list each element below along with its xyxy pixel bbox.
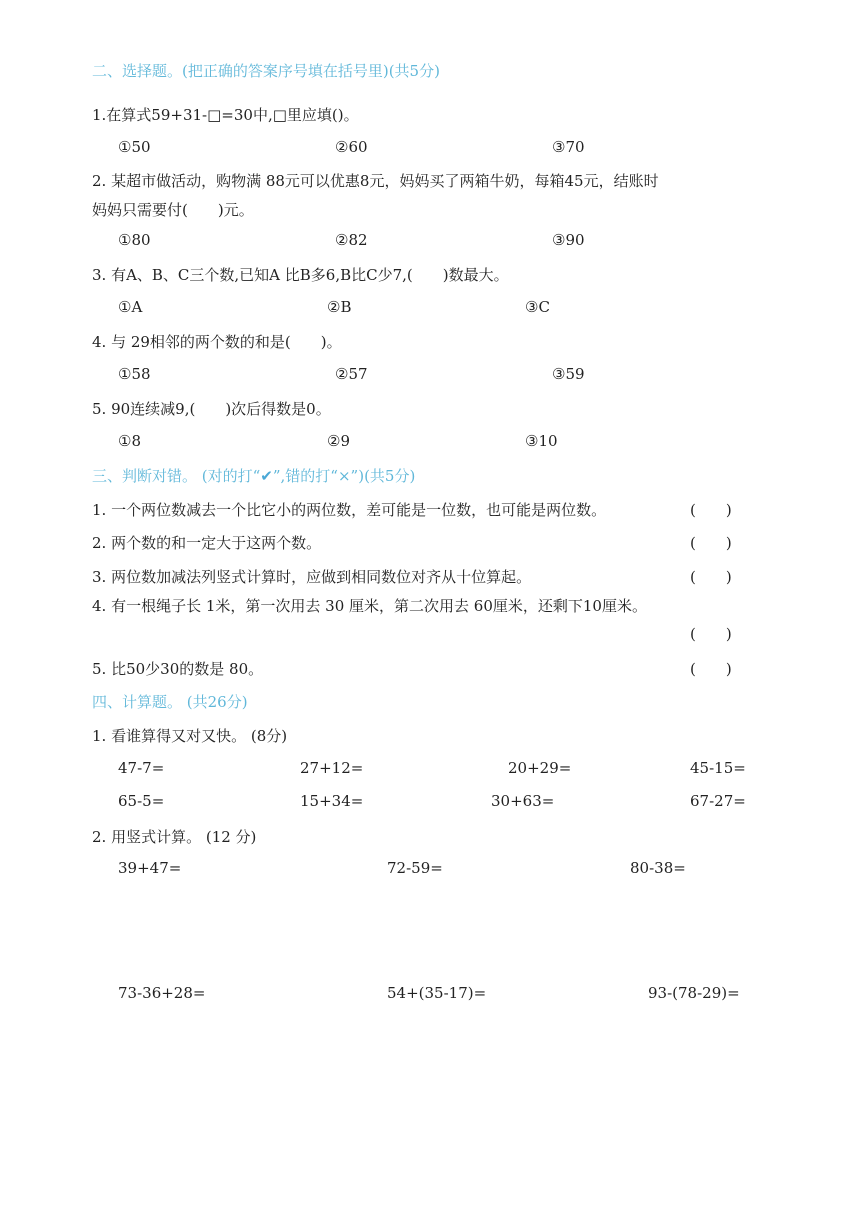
question-2-text: 2. 某超市做活动，购物满 88元可以优惠8元，妈妈买了两箱牛奶，每箱45元，结账时 [92,172,659,190]
calc-q1-item: 20+29= [508,759,572,777]
q1-option-a: ①50 [118,138,151,156]
vertical-calc-item: 39+47= [118,859,182,877]
q2-option-b: ②82 [335,231,368,249]
judge-item-2-answer-blank[interactable]: ( ) [690,534,732,552]
judge-item-5-answer-blank[interactable]: ( ) [690,660,732,678]
calc-q1-item: 45-15= [690,759,746,777]
q3-option-c: ③C [525,298,550,316]
calc-q1-title: 1. 看谁算得又对又快。 (8分) [92,727,288,745]
calc-q1-item: 30+63= [491,792,555,810]
vertical-calc-item: 73-36+28= [118,984,206,1002]
judge-item-4: 4. 有一根绳子长 1米，第一次用去 30 厘米，第二次用去 60厘米，还剩下10厘米。 [92,597,647,615]
q1-option-b: ②60 [335,138,368,156]
judge-item-4-answer-blank[interactable]: ( ) [690,625,732,643]
calc-q2-title: 2. 用竖式计算。 (12 分) [92,828,257,846]
q5-option-a: ①8 [118,432,141,450]
q4-option-c: ③59 [552,365,585,383]
calc-q1-item: 65-5= [118,792,165,810]
section3-heading: 三、判断对错。 (对的打“✔”,错的打“×”)(共5分) [92,467,416,485]
judge-item-5: 5. 比50少30的数是 80。 [92,660,264,678]
judge-item-2: 2. 两个数的和一定大于这两个数。 [92,534,322,552]
calc-q1-item: 27+12= [300,759,364,777]
q2-option-c: ③90 [552,231,585,249]
q4-option-b: ②57 [335,365,368,383]
vertical-calc-item: 93-(78-29)= [648,984,740,1002]
judge-item-1-answer-blank[interactable]: ( ) [690,501,732,519]
vertical-calc-item: 80-38= [630,859,686,877]
judge-item-1: 1. 一个两位数减去一个比它小的两位数，差可能是一位数，也可能是两位数。 [92,501,607,519]
question-2-text-line2: 妈妈只需要付( )元。 [92,201,254,219]
calc-q1-item: 15+34= [300,792,364,810]
judge-item-3: 3. 两位数加减法列竖式计算时，应做到相同数位对齐从十位算起。 [92,568,532,586]
q3-option-a: ①A [118,298,143,316]
question-5-text: 5. 90连续减9,( )次后得数是0。 [92,400,331,418]
vertical-calc-item: 72-59= [387,859,443,877]
section4-heading: 四、计算题。 (共26分) [92,693,248,711]
q5-option-c: ③10 [525,432,558,450]
q1-option-c: ③70 [552,138,585,156]
section2-heading: 二、选择题。(把正确的答案序号填在括号里)(共5分) [92,62,440,80]
q4-option-a: ①58 [118,365,151,383]
q2-option-a: ①80 [118,231,151,249]
check-mark-icon: ✔ [260,467,273,485]
judge-item-3-answer-blank[interactable]: ( ) [690,568,732,586]
question-4-text: 4. 与 29相邻的两个数的和是( )。 [92,333,342,351]
question-1-text: 1.在算式59+31-□=30中,□里应填()。 [92,106,359,124]
vertical-calc-item: 54+(35-17)= [387,984,487,1002]
question-3-text: 3. 有A、B、C三个数,已知A 比B多6,B比C少7,( )数最大。 [92,266,509,284]
q3-option-b: ②B [327,298,352,316]
q5-option-b: ②9 [327,432,350,450]
calc-q1-item: 67-27= [690,792,746,810]
calc-q1-item: 47-7= [118,759,165,777]
